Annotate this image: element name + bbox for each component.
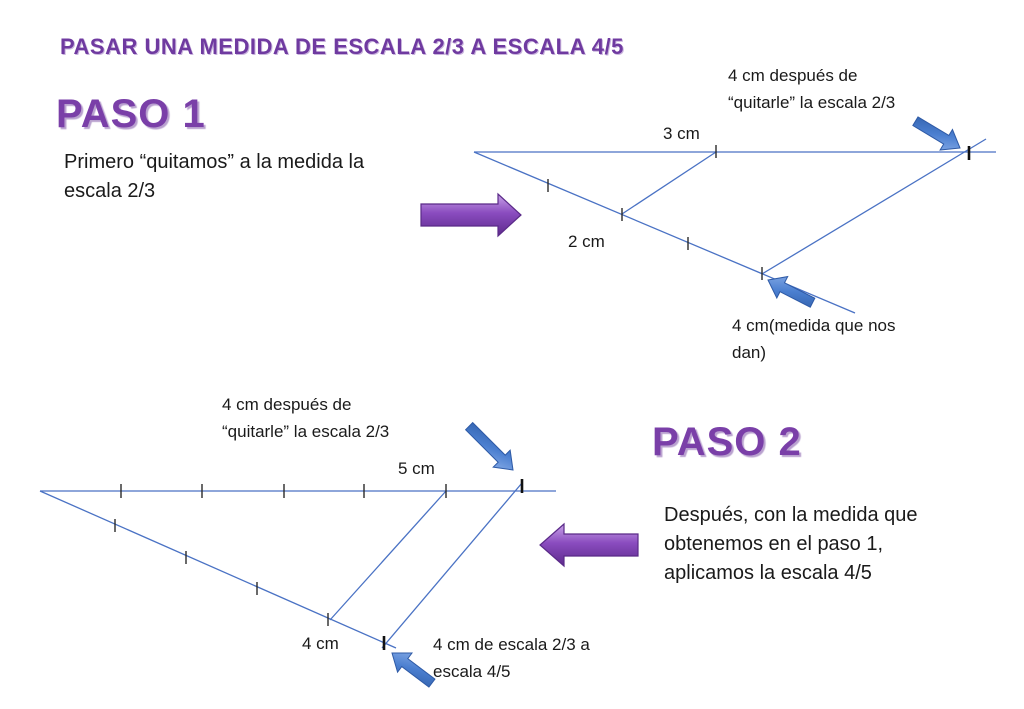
step1-label-upper-line: 3 cm (663, 124, 700, 143)
step2-parallel-long (382, 483, 522, 648)
step2-label-lower-line: 4 cm (302, 634, 339, 653)
pointer-arrow-icon (385, 643, 439, 692)
step2-lower-line (40, 491, 396, 648)
step1-heading: PASO 1 (56, 92, 206, 136)
arrow-left-icon (540, 524, 638, 566)
step2-diagram (40, 483, 556, 648)
step1-label-top: 4 cm después de “quitarle” la escala 2/3 (728, 66, 896, 112)
pointer-arrow-icon (763, 269, 818, 313)
pointer-arrow-icon (909, 111, 966, 158)
step2-parallel-short (330, 491, 446, 620)
step2-heading: PASO 2 (652, 420, 802, 464)
step1-parallel-long (762, 139, 986, 274)
step2-ticks (115, 479, 522, 650)
page-title: PASAR UNA MEDIDA DE ESCALA 2/3 A ESCALA 4/5 (60, 34, 624, 59)
step1-lower-line (474, 152, 855, 313)
step1-diagram (474, 139, 996, 313)
step1-label-bottom: 4 cm(medida que nos dan) (732, 316, 896, 362)
step2-label-upper-line: 5 cm (398, 459, 435, 478)
step2-label-bottom: 4 cm de escala 2/3 a escala 4/5 (433, 635, 590, 681)
step2-description: Después, con la medida que obtenemos en el paso 1, aplicamos la escala 4/5 (664, 504, 918, 584)
pointer-arrow-icon (461, 418, 522, 479)
step2-label-top: 4 cm después de “quitarle” la escala 2/3 (222, 395, 390, 441)
arrow-right-icon (421, 194, 521, 236)
step1-ticks (548, 145, 969, 280)
step1-parallel-short (622, 152, 716, 214)
step1-label-lower-line: 2 cm (568, 232, 605, 251)
step1-description: Primero “quitamos” a la medida la escala 2/3 (64, 151, 365, 202)
